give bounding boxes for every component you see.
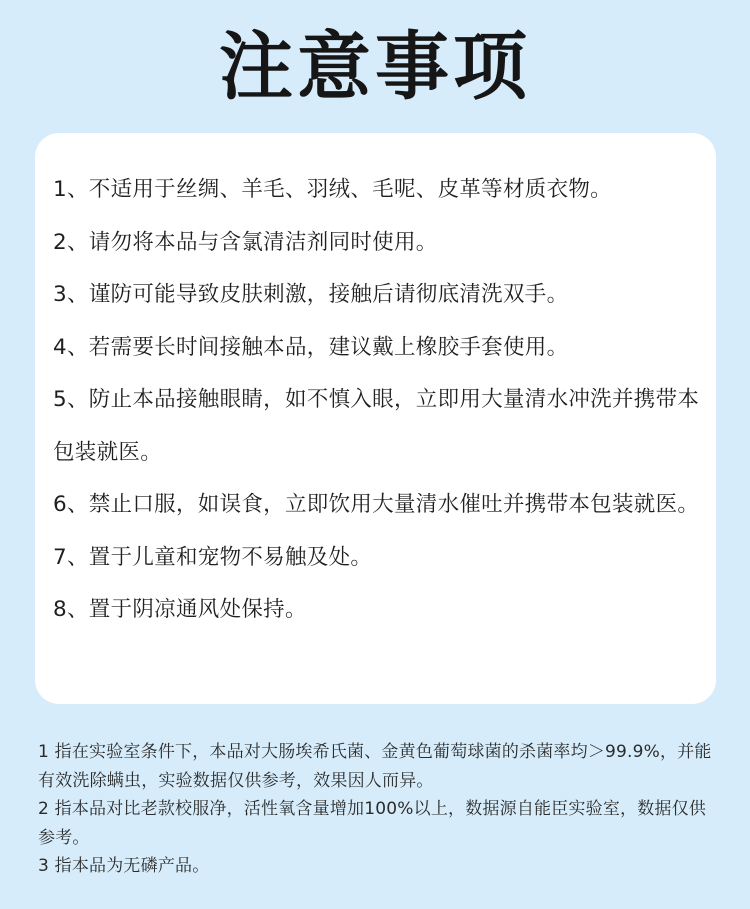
precaution-item: 6、禁止口服，如误食，立即饮用大量清水催吐并携带本包装就医。 [53, 492, 700, 517]
precaution-item: 5、防止本品接触眼睛，如不慎入眼，立即用大量清水冲洗并携带本包装就医。 [53, 387, 700, 465]
page-title: 注意事项 [219, 24, 531, 110]
precaution-item: 3、谨防可能导致皮肤刺激，接触后请彻底清洗双手。 [53, 282, 569, 307]
footnote: 3 指本品为无磷产品。 [38, 856, 210, 876]
precaution-item: 8、置于阴凉通风处保持。 [53, 597, 307, 622]
precautions-list [53, 164, 701, 637]
precaution-item: 4、若需要长时间接触本品，建议戴上橡胶手套使用。 [53, 334, 569, 360]
footnotes [38, 738, 718, 881]
precautions-card [35, 133, 716, 704]
footnote: 2 指本品对比老款校服净，活性氧含量增加100%以上，数据源自能臣实验室，数据仅供参考。 [38, 799, 707, 848]
precaution-item: 7、置于儿童和宠物不易触及处。 [53, 544, 373, 570]
precaution-item: 1、不适用于丝绸、羊毛、羽绒、毛呢、皮革等材质衣物。 [53, 177, 612, 202]
precaution-item: 2、请勿将本品与含氯清洁剂同时使用。 [53, 229, 438, 255]
footnote: 1 指在实验室条件下，本品对大肠埃希氏菌、金黄色葡萄球菌的杀菌率均＞99.9%，并能有效洗除螨虫，实验数据仅供参考，效果因人而异。 [38, 742, 712, 791]
